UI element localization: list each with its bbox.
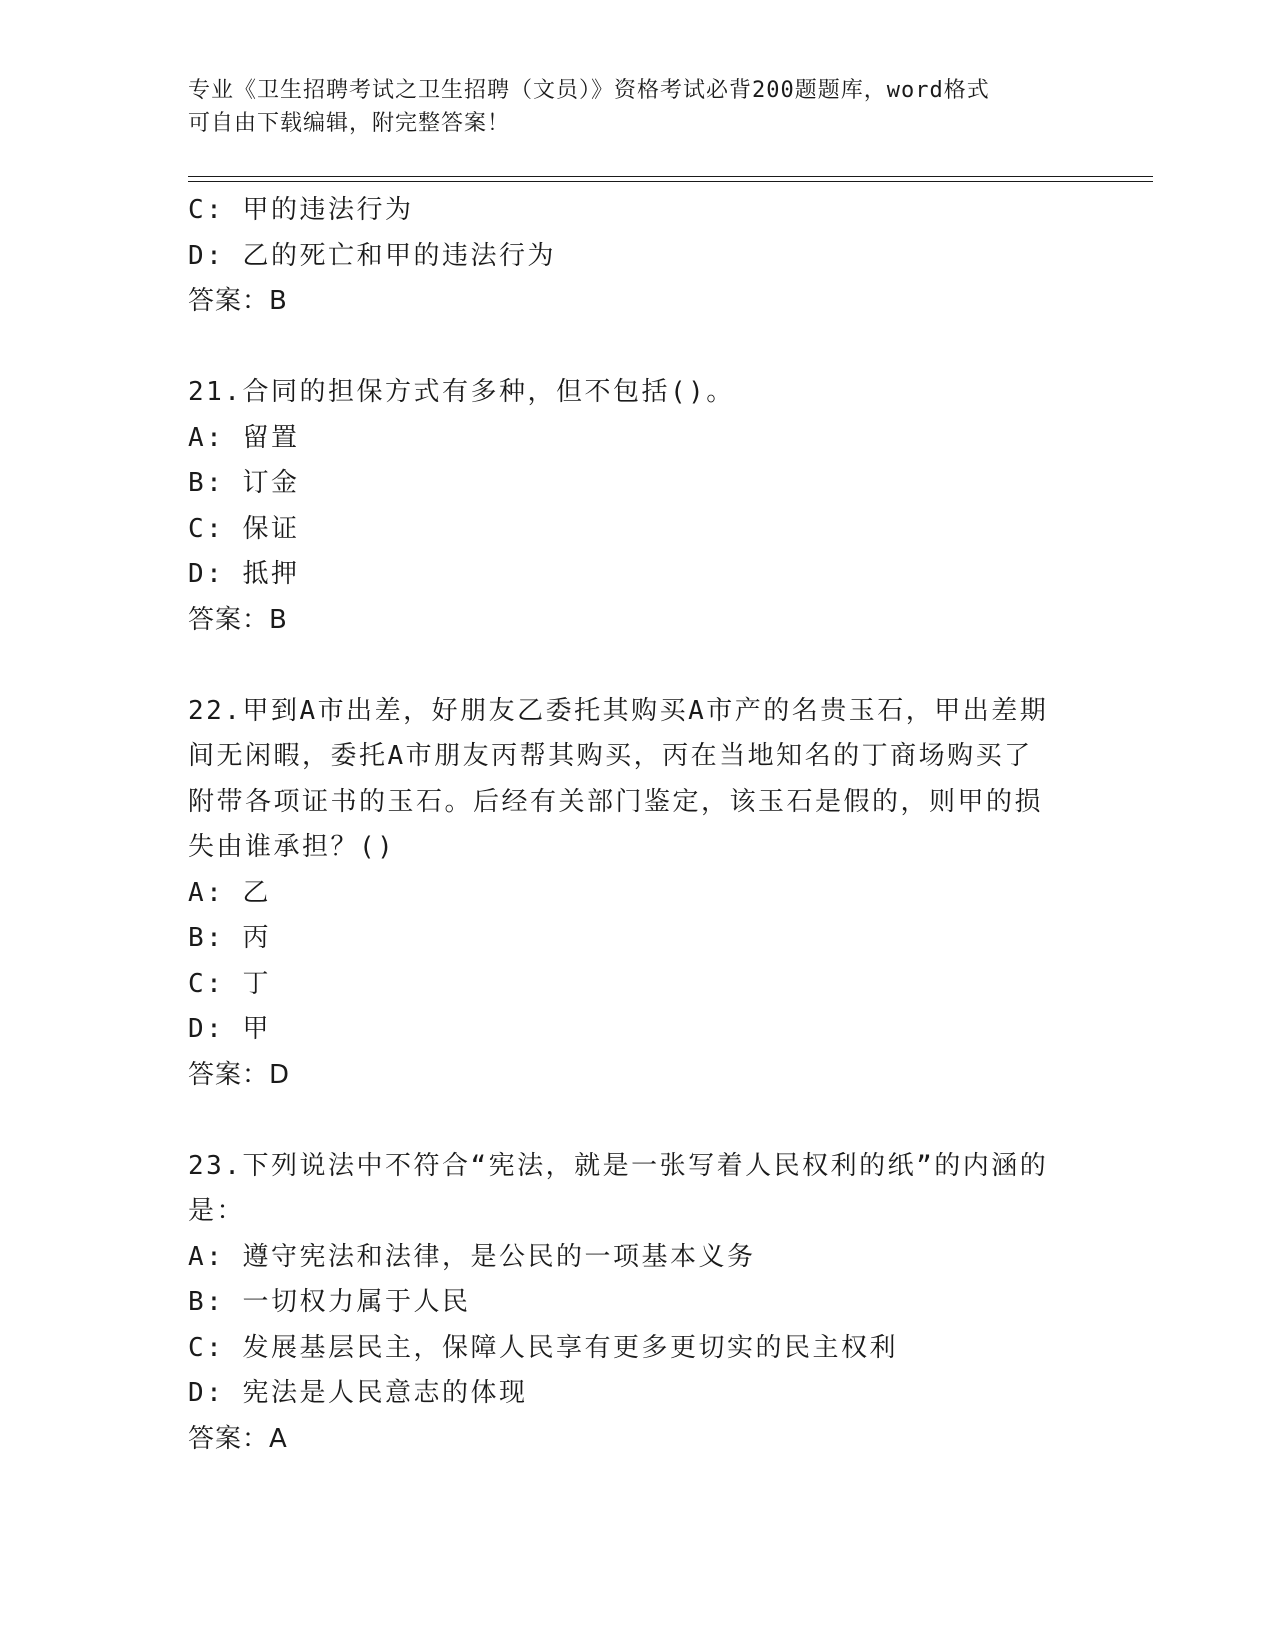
option-d: D: 宪法是人民意志的体现	[188, 1378, 528, 1408]
question-stem: 21.合同的担保方式有多种，但不包括()。	[188, 377, 735, 407]
answer-line: 答案：B	[188, 286, 288, 316]
answer-line: 答案：B	[188, 604, 288, 635]
answer-line: 答案：D	[188, 1059, 291, 1090]
option-d: D: 乙的死亡和甲的违法行为	[188, 240, 556, 271]
question-stem-line-3: 附带各项证书的玉石。后经有关部门鉴定，该玉石是假的，则甲的损	[188, 786, 1044, 817]
option-b: B: 一切权力属于人民	[188, 1287, 471, 1317]
option-a: A: 遵守宪法和法律，是公民的一项基本义务	[188, 1241, 756, 1272]
question-21	[188, 370, 1078, 643]
option-c: C: 甲的违法行为	[188, 195, 414, 225]
option-c: C: 丁	[188, 968, 271, 999]
question-22	[188, 689, 1078, 1099]
option-c: C: 发展基层民主，保障人民享有更多更切实的民主权利	[188, 1332, 898, 1363]
option-d: D: 抵押	[188, 559, 300, 589]
spacer	[188, 643, 1078, 689]
option-b: B: 丙	[188, 923, 271, 953]
answer-line: 答案：A	[188, 1423, 288, 1454]
option-d: D: 甲	[188, 1014, 271, 1044]
partial-question	[188, 188, 1078, 325]
option-a: A: 乙	[188, 877, 271, 908]
option-a: A: 留置	[188, 422, 300, 453]
spacer	[188, 325, 1078, 371]
question-23	[188, 1144, 1078, 1463]
question-stem-line-1: 23.下列说法中不符合“宪法，就是一张写着人民权利的纸”的内涵的	[188, 1150, 1049, 1181]
spacer	[188, 1098, 1078, 1144]
header-rule-top	[188, 176, 1153, 177]
header-rule-bottom	[188, 181, 1153, 182]
question-stem-line-2: 是：	[188, 1196, 246, 1226]
header-line-2: 可自由下载编辑，附完整答案！	[188, 111, 511, 136]
option-b: B: 订金	[188, 468, 300, 498]
question-stem-line-4: 失由谁承担？()	[188, 832, 396, 862]
question-content	[188, 188, 1078, 1462]
header-line-1: 专业《卫生招聘考试之卫生招聘（文员）》资格考试必背200题题库，word格式	[188, 78, 990, 103]
question-stem-line-2: 间无闲暇，委托A市朋友丙帮其购买，丙在当地知名的丁商场购买了	[188, 741, 1033, 771]
option-c: C: 保证	[188, 513, 300, 544]
document-header	[188, 74, 1068, 140]
question-stem-line-1: 22.甲到A市出差，好朋友乙委托其购买A市产的名贵玉石，甲出差期	[188, 695, 1049, 726]
